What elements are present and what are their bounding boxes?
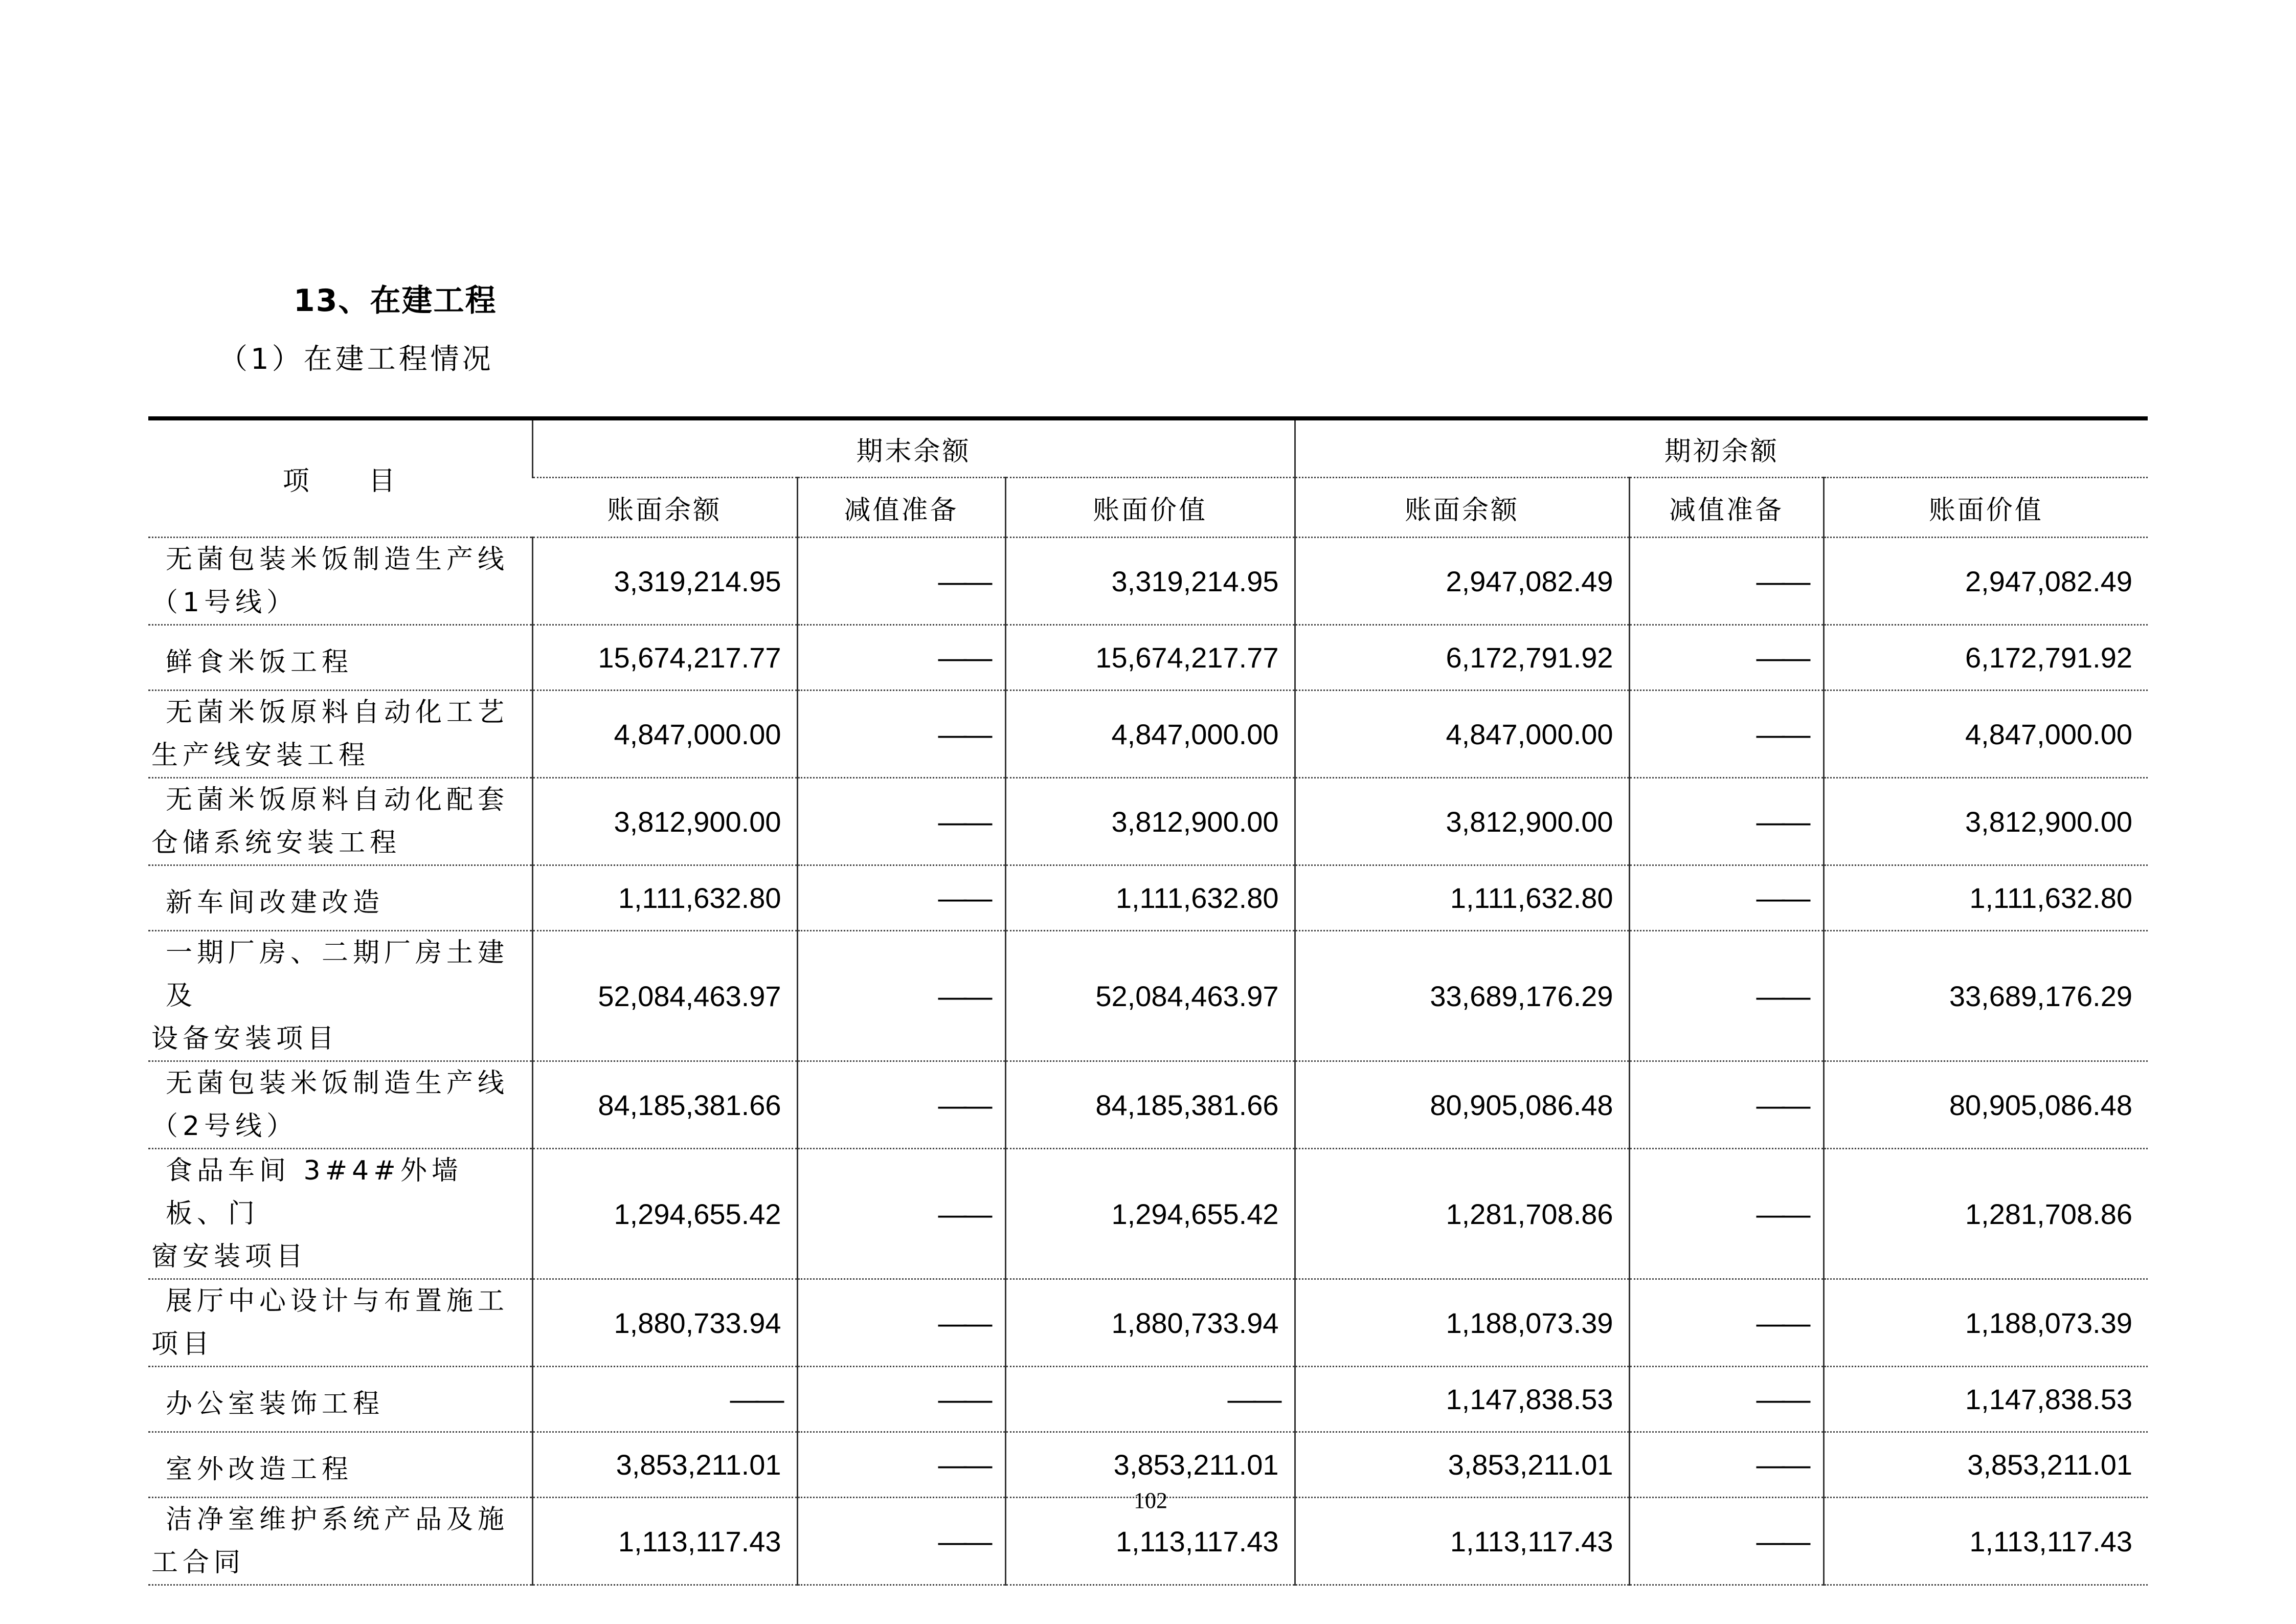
row-item-name — [148, 625, 532, 691]
cell-end-impairment: —— — [797, 1149, 1005, 1279]
table-row — [148, 538, 2148, 625]
cell-end-book-value: 3,319,214.95 — [1005, 538, 1295, 625]
table-row — [148, 1061, 2148, 1149]
cell-end-book-balance: 15,674,217.77 — [532, 625, 797, 691]
cell-end-book-value: 84,185,381.66 — [1005, 1061, 1295, 1149]
cell-begin-book-balance: 1,188,073.39 — [1295, 1279, 1629, 1367]
cell-end-book-balance: 3,853,211.01 — [532, 1432, 797, 1498]
cell-end-impairment: —— — [797, 625, 1005, 691]
cell-end-book-balance: 3,319,214.95 — [532, 538, 797, 625]
cell-end-impairment: —— — [797, 1279, 1005, 1367]
row-item-name-line1: 洁净室维护系统产品及施 — [166, 1504, 509, 1535]
row-item-name-line2: （2号线） — [151, 1111, 298, 1142]
cell-end-impairment: —— — [797, 1367, 1005, 1432]
cell-begin-impairment: —— — [1629, 691, 1824, 778]
cell-begin-book-balance: 6,172,791.92 — [1295, 625, 1629, 691]
row-item-name-line2: 仓储系统安装工程 — [151, 828, 401, 858]
row-item-name-line1: 无菌米饭原料自动化工艺 — [166, 697, 509, 728]
header-begin-book-balance: 账面余额 — [1295, 478, 1629, 538]
cell-begin-book-value: 80,905,086.48 — [1824, 1061, 2148, 1149]
row-item-name-line1: 无菌米饭原料自动化配套 — [166, 785, 509, 815]
cell-end-book-balance: 1,294,655.42 — [532, 1149, 797, 1279]
header-begin-book-value: 账面价值 — [1824, 478, 2148, 538]
table-row — [148, 1367, 2148, 1432]
section-title: 13、在建工程 — [294, 283, 497, 319]
row-item-name-line1: 办公室装饰工程 — [166, 1388, 385, 1419]
cell-begin-book-balance: 1,147,838.53 — [1295, 1367, 1629, 1432]
cell-begin-book-balance: 3,812,900.00 — [1295, 778, 1629, 865]
cell-end-impairment: —— — [797, 691, 1005, 778]
row-item-name-line1: 食品车间 3#4#外墙板、门 — [166, 1155, 463, 1229]
cell-end-book-value: 15,674,217.77 — [1005, 625, 1295, 691]
header-end-impairment: 减值准备 — [797, 478, 1005, 538]
cell-begin-book-value: 1,113,117.43 — [1824, 1498, 2148, 1585]
cell-end-book-value: 4,847,000.00 — [1005, 691, 1295, 778]
row-item-name-line2: 项目 — [151, 1329, 214, 1360]
cell-end-book-value: 3,812,900.00 — [1005, 778, 1295, 865]
cell-end-impairment: —— — [797, 538, 1005, 625]
cell-begin-book-balance: 3,853,211.01 — [1295, 1432, 1629, 1498]
cell-begin-book-balance: 4,847,000.00 — [1295, 691, 1629, 778]
row-item-name — [148, 1498, 532, 1585]
table-row — [148, 931, 2148, 1061]
cell-begin-impairment: —— — [1629, 1061, 1824, 1149]
row-item-name-line2: 窗安装项目 — [151, 1241, 308, 1272]
header-group-begin: 期初余额 — [1295, 418, 2148, 478]
cell-begin-book-balance: 1,113,117.43 — [1295, 1498, 1629, 1585]
cell-end-book-value: 1,880,733.94 — [1005, 1279, 1295, 1367]
cell-begin-impairment: —— — [1629, 1367, 1824, 1432]
cell-begin-book-value: 6,172,791.92 — [1824, 625, 2148, 691]
cell-end-impairment: —— — [797, 1432, 1005, 1498]
row-item-name-line1: 无菌包装米饭制造生产线 — [166, 544, 509, 575]
cell-end-book-balance: 84,185,381.66 — [532, 1061, 797, 1149]
cell-begin-impairment: —— — [1629, 1498, 1824, 1585]
row-item-name-line2: 生产线安装工程 — [151, 740, 370, 771]
table-row — [148, 778, 2148, 865]
row-item-name-line1: 新车间改建改造 — [166, 887, 385, 918]
table-row — [148, 1279, 2148, 1367]
cell-begin-book-value: 2,947,082.49 — [1824, 538, 2148, 625]
row-item-name — [148, 931, 532, 1061]
header-item: 项 目 — [148, 418, 532, 538]
cell-begin-impairment: —— — [1629, 931, 1824, 1061]
cell-begin-book-balance: 1,281,708.86 — [1295, 1149, 1629, 1279]
row-item-name-line2: 工合同 — [151, 1547, 245, 1578]
row-item-name — [148, 538, 532, 625]
cell-end-book-balance: 1,111,632.80 — [532, 865, 797, 931]
header-group-end: 期末余额 — [532, 418, 1295, 478]
cell-begin-impairment: —— — [1629, 538, 1824, 625]
row-item-name-line2: （1号线） — [151, 587, 298, 618]
cell-end-book-value: —— — [1005, 1367, 1295, 1432]
cell-begin-impairment: —— — [1629, 1149, 1824, 1279]
table-row — [148, 865, 2148, 931]
row-item-name-line1: 展厅中心设计与布置施工 — [166, 1286, 509, 1317]
cell-end-book-balance: 1,880,733.94 — [532, 1279, 797, 1367]
cell-begin-impairment: —— — [1629, 865, 1824, 931]
cell-begin-book-value: 3,853,211.01 — [1824, 1432, 2148, 1498]
row-item-name — [148, 865, 532, 931]
row-item-name-line1: 一期厂房、二期厂房土建及 — [166, 938, 509, 1011]
cell-begin-impairment: —— — [1629, 778, 1824, 865]
cell-end-impairment: —— — [797, 1061, 1005, 1149]
row-item-name-line1: 室外改造工程 — [166, 1454, 353, 1485]
cell-begin-impairment: —— — [1629, 1279, 1824, 1367]
table-body — [148, 538, 2148, 1585]
construction-in-progress-table — [148, 416, 2148, 1586]
row-item-name — [148, 1061, 532, 1149]
cell-begin-book-value: 1,188,073.39 — [1824, 1279, 2148, 1367]
row-item-name — [148, 778, 532, 865]
table-row — [148, 625, 2148, 691]
row-item-name — [148, 1367, 532, 1432]
cell-begin-book-value: 1,281,708.86 — [1824, 1149, 2148, 1279]
cell-begin-book-value: 1,147,838.53 — [1824, 1367, 2148, 1432]
cell-end-impairment: —— — [797, 865, 1005, 931]
cell-begin-book-balance: 2,947,082.49 — [1295, 538, 1629, 625]
row-item-name-line1: 鲜食米饭工程 — [166, 647, 353, 678]
row-item-name — [148, 1279, 532, 1367]
row-item-name — [148, 1432, 532, 1498]
cell-end-impairment: —— — [797, 1498, 1005, 1585]
cell-end-book-value: 3,853,211.01 — [1005, 1432, 1295, 1498]
cell-end-book-value: 1,111,632.80 — [1005, 865, 1295, 931]
header-end-book-balance: 账面余额 — [532, 478, 797, 538]
row-item-name — [148, 691, 532, 778]
row-item-name — [148, 1149, 532, 1279]
cell-begin-book-value: 33,689,176.29 — [1824, 931, 2148, 1061]
cell-begin-book-value: 3,812,900.00 — [1824, 778, 2148, 865]
cell-begin-book-balance: 33,689,176.29 — [1295, 931, 1629, 1061]
page-number: 102 — [1134, 1488, 1167, 1513]
table-row — [148, 1149, 2148, 1279]
cell-end-book-balance: —— — [532, 1367, 797, 1432]
cell-begin-book-balance: 80,905,086.48 — [1295, 1061, 1629, 1149]
row-item-name-line2: 设备安装项目 — [151, 1024, 339, 1054]
cell-end-book-balance: 52,084,463.97 — [532, 931, 797, 1061]
cell-end-book-balance: 4,847,000.00 — [532, 691, 797, 778]
cell-begin-book-value: 4,847,000.00 — [1824, 691, 2148, 778]
cell-end-book-value: 52,084,463.97 — [1005, 931, 1295, 1061]
cell-begin-book-value: 1,111,632.80 — [1824, 865, 2148, 931]
cell-end-book-value: 1,294,655.42 — [1005, 1149, 1295, 1279]
cell-end-impairment: —— — [797, 778, 1005, 865]
cell-begin-book-balance: 1,111,632.80 — [1295, 865, 1629, 931]
header-end-book-value: 账面价值 — [1005, 478, 1295, 538]
cell-begin-impairment: —— — [1629, 1432, 1824, 1498]
cell-begin-impairment: —— — [1629, 625, 1824, 691]
cell-end-book-value: 1,113,117.43 — [1005, 1498, 1295, 1585]
cell-end-book-balance: 1,113,117.43 — [532, 1498, 797, 1585]
header-begin-impairment: 减值准备 — [1629, 478, 1824, 538]
cell-end-book-balance: 3,812,900.00 — [532, 778, 797, 865]
row-item-name-line1: 无菌包装米饭制造生产线 — [166, 1068, 509, 1099]
subsection-title: （1）在建工程情况 — [219, 343, 494, 376]
cell-end-impairment: —— — [797, 931, 1005, 1061]
table-row — [148, 691, 2148, 778]
